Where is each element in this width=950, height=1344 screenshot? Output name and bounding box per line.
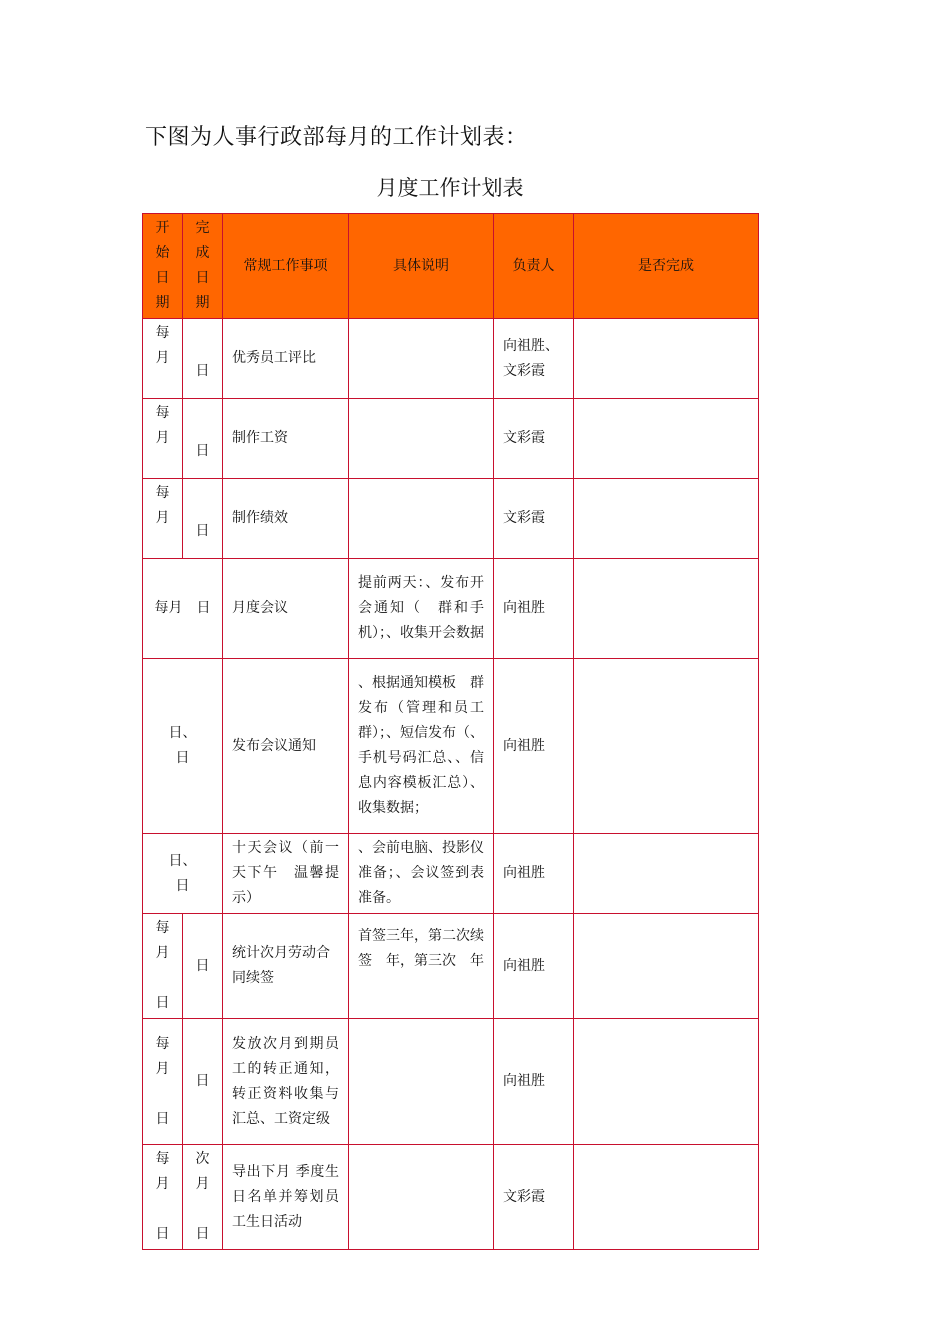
description-cell [349, 1019, 494, 1145]
table-title: 月度工作计划表 [376, 176, 524, 200]
done-cell [574, 659, 759, 834]
table-row [143, 479, 759, 559]
task-cell: 制作绩效 [223, 479, 349, 559]
owner-cell: 向祖胜、文彩霞 [494, 319, 574, 399]
end-date-cell: 日 [183, 1019, 223, 1145]
done-cell [574, 834, 759, 914]
end-date-cell: 日 [183, 914, 223, 1019]
owner-cell: 向祖胜 [494, 914, 574, 1019]
start-date-cell: 每 月 [143, 479, 183, 559]
table-row [143, 659, 759, 834]
task-cell: 月度会议 [223, 559, 349, 659]
table-row [143, 1019, 759, 1145]
task-cell: 发布会议通知 [223, 659, 349, 834]
intro-text: 下图为人事行政部每月的工作计划表： [145, 125, 528, 150]
task-cell: 十天会议（前一天下午 温馨提示） [223, 834, 349, 914]
end-date-cell: 日 [183, 479, 223, 559]
end-date-cell: 次 月 日 [183, 1145, 223, 1250]
description-cell: 、根据通知模板 群发布（管理和员工群）；、短信发布（、手机号码汇总、、信息内容模板汇总）、收集数据； [349, 659, 494, 834]
owner-cell: 向祖胜 [494, 834, 574, 914]
description-cell [349, 399, 494, 479]
done-cell [574, 559, 759, 659]
task-cell: 发放次月到期员工的转正通知，转正资料收集与汇总、工资定级 [223, 1019, 349, 1145]
start-date-cell: 每 月 [143, 399, 183, 479]
start-date-cell: 每 月 日 [143, 914, 183, 1019]
start-date-cell: 日、 日 [143, 659, 223, 834]
description-cell [349, 479, 494, 559]
table-header-row [143, 214, 759, 319]
owner-cell: 文彩霞 [494, 399, 574, 479]
start-date-cell: 每 月 日 [143, 1019, 183, 1145]
table-row [143, 319, 759, 399]
start-date-cell: 日、 日 [143, 834, 223, 914]
description-cell [349, 1145, 494, 1250]
start-date-cell: 每 月 [143, 319, 183, 399]
start-date-cell: 每 月 日 [143, 1145, 183, 1250]
owner-cell: 向祖胜 [494, 1019, 574, 1145]
header-done: 是否完成 [574, 214, 759, 319]
description-cell: 首签三年，第二次续签 年，第三次 年 [349, 914, 494, 1019]
table-row [143, 559, 759, 659]
owner-cell: 向祖胜 [494, 659, 574, 834]
table-row [143, 914, 759, 1019]
table-row [143, 1145, 759, 1250]
description-cell [349, 319, 494, 399]
description-cell: 、会前电脑、投影仪准备；、会议签到表准备。 [349, 834, 494, 914]
header-task: 常规工作事项 [223, 214, 349, 319]
owner-cell: 向祖胜 [494, 559, 574, 659]
header-owner: 负责人 [494, 214, 574, 319]
done-cell [574, 1145, 759, 1250]
work-plan-table [142, 213, 759, 1250]
table-row [143, 834, 759, 914]
header-description: 具体说明 [349, 214, 494, 319]
task-cell: 导出下月 季度生日名单并筹划员工生日活动 [223, 1145, 349, 1250]
done-cell [574, 399, 759, 479]
done-cell [574, 319, 759, 399]
task-cell: 优秀员工评比 [223, 319, 349, 399]
header-end-date: 完 成 日 期 [183, 214, 223, 319]
task-cell: 统计次月劳动合同续签 [223, 914, 349, 1019]
done-cell [574, 1019, 759, 1145]
header-start-date: 开 始 日 期 [143, 214, 183, 319]
description-cell: 提前两天：、发布开会通知（ 群和手机）；、收集开会数据 [349, 559, 494, 659]
owner-cell: 文彩霞 [494, 1145, 574, 1250]
owner-cell: 文彩霞 [494, 479, 574, 559]
done-cell [574, 914, 759, 1019]
start-date-cell: 每月 日 [143, 559, 223, 659]
table-row [143, 399, 759, 479]
end-date-cell: 日 [183, 319, 223, 399]
end-date-cell: 日 [183, 399, 223, 479]
task-cell: 制作工资 [223, 399, 349, 479]
done-cell [574, 479, 759, 559]
